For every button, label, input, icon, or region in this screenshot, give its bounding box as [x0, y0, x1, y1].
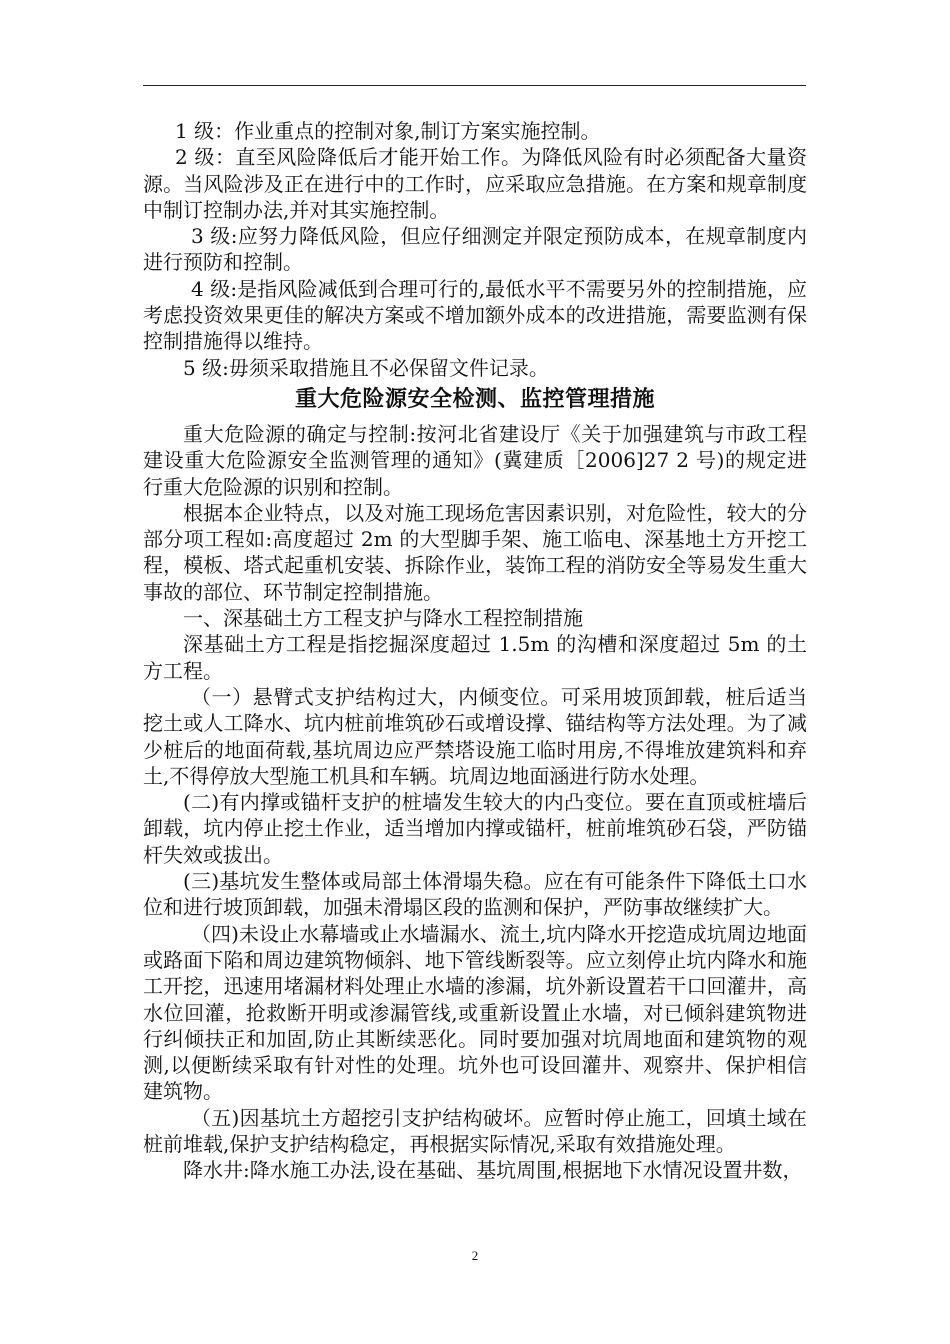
document-body — [143, 118, 807, 1184]
body-paragraph: 降水井:降水施工办法,设在基础、基坑周围,根据地下水情况设置井数， — [183, 1158, 803, 1183]
body-paragraph: (三)基坑发生整体或局部土体滑塌失稳。应在有可能条件下降低土口水位和进行坡顶卸载，加强未滑塌区段的监测和保护，严防事故继续扩大。 — [143, 869, 807, 920]
body-paragraph: (二)有内撑或锚杆支护的桩墙发生较大的内凸变位。要在直顶或桩墙后卸载，坑内停止挖土作业，适当增加内撑或锚杆，桩前堆筑砂石袋，严防锚杆失效或拔出。 — [143, 790, 807, 867]
body-paragraph: 重大危险源的确定与控制:按河北省建设厅《关于加强建筑与市政工程建设重大危险源安全监测管理的通知》(冀建质［2006]27 2 号)的规定进行重大危险源的识别和控制。 — [143, 421, 807, 499]
body-paragraph: （五)因基坑土方超挖引支护结构破坏。应暂时停止施工，回填土域在桩前堆载,保护支护结构稳定，再根据实际情况,采取有效措施处理。 — [143, 1105, 807, 1156]
body-paragraph: （一）悬臂式支护结构过大，内倾变位。可采用坡顶卸载，桩后适当挖土或人工降水、坑内桩前堆筑砂石或增设撑、锚结构等方法处理。为了减少桩后的地面荷载,基坑周边应严禁塔设施工临时用房,不得堆放建筑料和弃土,不得停放大型施工机具和车辆。坑周边地面涵进行防水处理。 — [143, 684, 807, 788]
risk-level-2-paragraph: 2 级：直至风险降低后才能开始工作。为降低风险有时必须配备大量资源。当风险涉及正在进行中的工作时，应采取应急措施。在方案和规章制度中制订控制办法,并对其实施控制。 — [143, 145, 807, 222]
subsection-heading: 一、深基础土方工程支护与降水工程控制措施 — [183, 606, 583, 631]
body-paragraph: 根据本企业特点，以及对施工现场危害因素识别，对危险性，较大的分部分项工程如:高度超过 2m 的大型脚手架、施工临电、深基地土方开挖工程，模板、塔式起重机安装、拆除作业，装饰工程的消防安全等易发生重大事故的部位、环节制定控制措施。 — [143, 500, 807, 604]
risk-level-4-paragraph: 4 级:是指风险减低到合理可行的,最低水平不需要另外的控制措施，应考虑投资效果更佳的解决方案或不增加额外成本的改进措施，需要监测有保控制措施得以维持。 — [143, 276, 807, 354]
page-number: 2 — [471, 1248, 479, 1263]
body-paragraph: （四)未设止水幕墙或止水墙漏水、流土,坑内降水开挖造成坑周边地面或路面下陷和周边建筑物倾斜、地下管线断裂等。应立刻停止坑内降水和施工开挖，迅速用堵漏材料处理止水墙的渗漏，坑外新设置若干口回灌井，高水位回灌，抢救断开明或渗漏管线,或重新设置止水墙，对已倾斜建筑物进行纠倾扶正和加固,防止其断续恶化。同时要加强对坑周地面和建筑物的观测,以便断续采取有针对性的处理。坑外也可设回灌井、观察井、保护相信建筑物。 — [143, 921, 807, 1104]
risk-level-5-paragraph: 5 级:毋须采取措施且不必保留文件记录。 — [183, 355, 549, 380]
risk-level-1-paragraph: 1 级：作业重点的控制对象,制订方案实施控制。 — [175, 119, 601, 143]
header-rule — [143, 85, 806, 86]
section-title: 重大危险源安全检测、监控管理措施 — [294, 386, 655, 412]
risk-level-3-paragraph: 3 级:应努力降低风险，但应仔细测定并限定预防成本，在规章制度内进行预防和控制。 — [143, 224, 807, 275]
body-paragraph: 深基础土方工程是指挖掘深度超过 1.5m 的沟槽和深度超过 5m 的土方工程。 — [143, 632, 807, 683]
